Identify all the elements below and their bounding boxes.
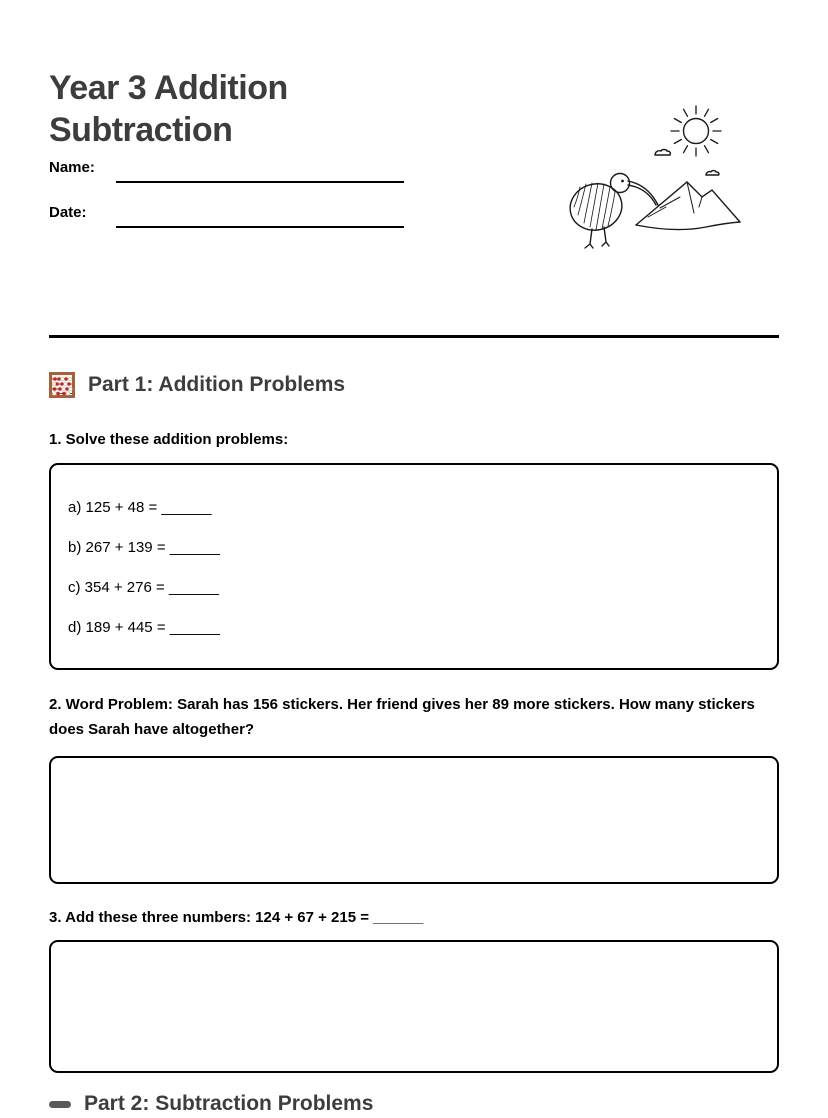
question-3-answer-box <box>49 940 779 1073</box>
section-divider <box>49 335 779 338</box>
kiwi-sun-mountains-drawing <box>556 95 748 257</box>
name-label: Name: <box>49 159 95 176</box>
date-label: Date: <box>49 204 87 221</box>
minus-icon <box>49 1101 71 1108</box>
kiwi-scene-illustration <box>556 95 748 262</box>
addition-problem-b: b) 267 + 139 = ______ <box>68 539 220 556</box>
question-2-prompt: 2. Word Problem: Sarah has 156 stickers. Her friend gives her 89 more stickers. How many stickers does Sarah have altogether? <box>49 696 755 738</box>
question-1-answer-box <box>49 463 779 670</box>
part1-heading-label: Part 1: Addition Problems <box>88 373 346 396</box>
question-1-prompt: 1. Solve these addition problems: <box>49 431 289 448</box>
addition-problem-d: d) 189 + 445 = ______ <box>68 619 220 636</box>
addition-problem-c: c) 354 + 276 = ______ <box>68 579 219 596</box>
abacus-icon <box>49 372 75 398</box>
part1-heading <box>49 372 345 398</box>
question-3-prompt: 3. Add these three numbers: 124 + 67 + 215 = ______ <box>49 909 424 926</box>
name-write-line <box>116 160 404 183</box>
page-title: Year 3 Addition Subtraction <box>49 68 288 149</box>
part2-heading <box>49 1092 373 1116</box>
date-write-line <box>116 205 404 228</box>
question-2-answer-box <box>49 756 779 884</box>
addition-problem-a: a) 125 + 48 = ______ <box>68 499 212 516</box>
part2-heading-label: Part 2: Subtraction Problems <box>84 1092 374 1115</box>
